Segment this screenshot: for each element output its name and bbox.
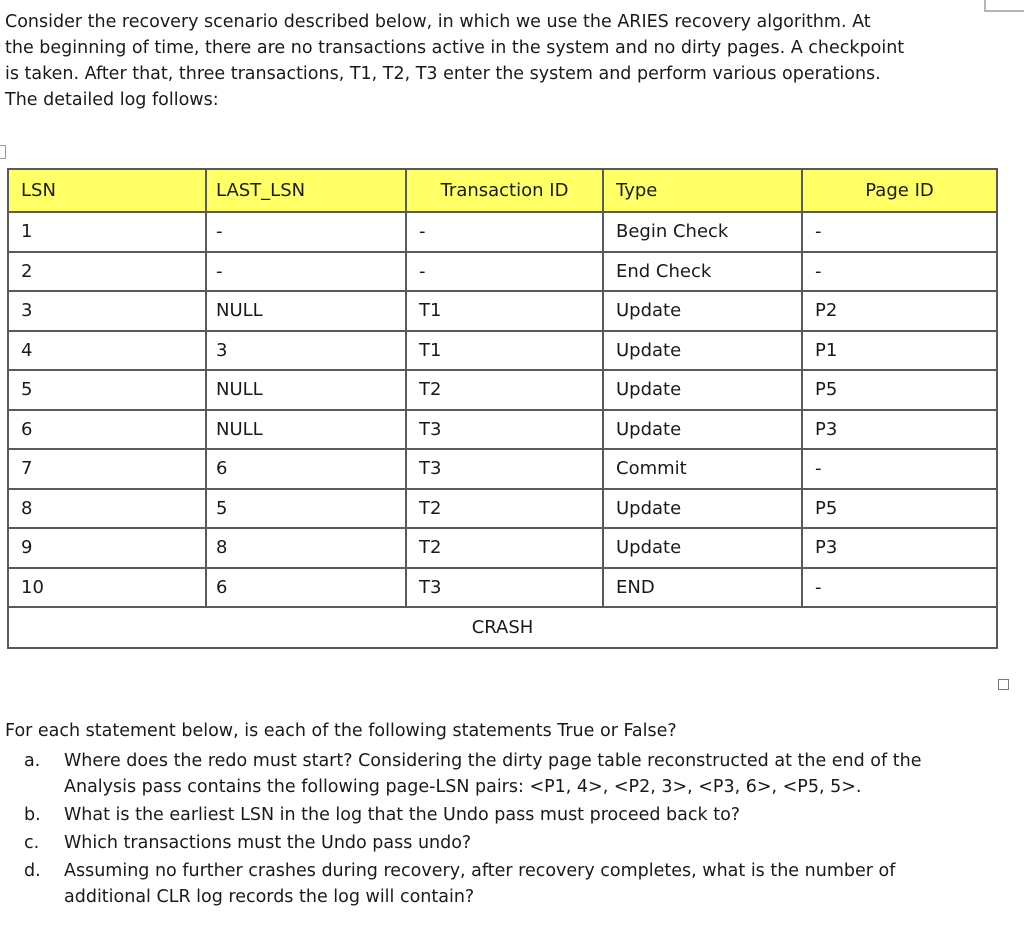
lsn-cell: 8 — [8, 489, 206, 529]
transaction-id-cell: - — [406, 252, 603, 292]
transaction-id-cell: T3 — [406, 410, 603, 450]
table-row — [8, 331, 997, 371]
page-id-cell: P3 — [802, 410, 997, 450]
transaction-id-cell: T2 — [406, 528, 603, 568]
type-cell: Update — [603, 528, 802, 568]
table-row — [8, 212, 997, 252]
lsn-cell: 9 — [8, 528, 206, 568]
question-item — [5, 802, 1005, 828]
table-anchor-mark — [0, 145, 6, 159]
page-id-cell: P1 — [802, 331, 997, 371]
question-text-line: additional CLR log records the log will contain? — [64, 887, 475, 907]
question-item — [5, 830, 1005, 856]
questions-lead: For each statement below, is each of the following statements True or False? — [5, 721, 677, 741]
last-lsn-cell: NULL — [206, 370, 406, 410]
table-row — [8, 252, 997, 292]
table-row — [8, 449, 997, 489]
crash-label: CRASH — [8, 607, 997, 648]
page-id-cell: P5 — [802, 489, 997, 529]
intro-line: the beginning of time, there are no transactions active in the system and no dirty pages. A checkpoint — [5, 38, 905, 58]
intro-line: Consider the recovery scenario described below, in which we use the ARIES recovery algorithm. At — [5, 12, 871, 32]
transaction-id-cell: T1 — [406, 331, 603, 371]
question-marker: b. — [24, 805, 41, 825]
last-lsn-cell: 6 — [206, 449, 406, 489]
page-id-cell: P2 — [802, 291, 997, 331]
table-row — [8, 568, 997, 608]
transaction-id-cell: T2 — [406, 370, 603, 410]
column-header-last-lsn: LAST_LSN — [206, 169, 406, 212]
lsn-cell: 5 — [8, 370, 206, 410]
transaction-id-cell: T3 — [406, 449, 603, 489]
lsn-cell: 10 — [8, 568, 206, 608]
table-row — [8, 291, 997, 331]
transaction-id-cell: - — [406, 212, 603, 252]
lsn-cell: 3 — [8, 291, 206, 331]
question-item — [5, 858, 1005, 910]
table-row — [8, 410, 997, 450]
type-cell: Update — [603, 291, 802, 331]
page-id-cell: - — [802, 568, 997, 608]
question-text-line: Where does the redo must start? Considering the dirty page table reconstructed at the end of the — [64, 751, 922, 771]
last-lsn-cell: NULL — [206, 291, 406, 331]
table-row — [8, 489, 997, 529]
type-cell: Begin Check — [603, 212, 802, 252]
last-lsn-cell: 5 — [206, 489, 406, 529]
column-header-transaction-id: Transaction ID — [406, 169, 603, 212]
column-header-type: Type — [603, 169, 802, 212]
column-header-page-id: Page ID — [802, 169, 997, 212]
lsn-cell: 2 — [8, 252, 206, 292]
question-marker: c. — [24, 833, 40, 853]
lsn-cell: 1 — [8, 212, 206, 252]
last-lsn-cell: 6 — [206, 568, 406, 608]
type-cell: END — [603, 568, 802, 608]
question-text-line: Which transactions must the Undo pass undo? — [64, 833, 472, 853]
page-id-cell: - — [802, 212, 997, 252]
crash-row — [8, 607, 997, 648]
intro-line: The detailed log follows: — [5, 90, 219, 110]
page-id-cell: - — [802, 449, 997, 489]
page-id-cell: - — [802, 252, 997, 292]
intro-paragraph — [5, 9, 995, 113]
question-text-line: What is the earliest LSN in the log that the Undo pass must proceed back to? — [64, 805, 741, 825]
question-text-line: Assuming no further crashes during recovery, after recovery completes, what is the number of — [64, 861, 896, 881]
questions-list — [5, 748, 1005, 910]
type-cell: Update — [603, 370, 802, 410]
column-header-lsn: LSN — [8, 169, 206, 212]
last-lsn-cell: - — [206, 252, 406, 292]
table-row — [8, 370, 997, 410]
lsn-cell: 6 — [8, 410, 206, 450]
type-cell: Update — [603, 410, 802, 450]
transaction-id-cell: T1 — [406, 291, 603, 331]
type-cell: End Check — [603, 252, 802, 292]
intro-line: is taken. After that, three transactions, T1, T2, T3 enter the system and perform various operations. — [5, 64, 881, 84]
lsn-cell: 7 — [8, 449, 206, 489]
table-header-row — [8, 169, 997, 212]
question-marker: a. — [24, 751, 41, 771]
type-cell: Commit — [603, 449, 802, 489]
table-row — [8, 528, 997, 568]
transaction-id-cell: T2 — [406, 489, 603, 529]
last-lsn-cell: - — [206, 212, 406, 252]
page-id-cell: P5 — [802, 370, 997, 410]
type-cell: Update — [603, 331, 802, 371]
questions-section — [5, 718, 1005, 912]
resize-handle[interactable] — [998, 679, 1009, 690]
last-lsn-cell: 3 — [206, 331, 406, 371]
question-item — [5, 748, 1005, 800]
question-text-line: Analysis pass contains the following page-LSN pairs: <P1, 4>, <P2, 3>, <P3, 6>, <P5, 5>. — [64, 777, 862, 797]
last-lsn-cell: NULL — [206, 410, 406, 450]
lsn-cell: 4 — [8, 331, 206, 371]
last-lsn-cell: 8 — [206, 528, 406, 568]
page-id-cell: P3 — [802, 528, 997, 568]
question-marker: d. — [24, 861, 41, 881]
type-cell: Update — [603, 489, 802, 529]
log-table — [7, 168, 998, 649]
transaction-id-cell: T3 — [406, 568, 603, 608]
